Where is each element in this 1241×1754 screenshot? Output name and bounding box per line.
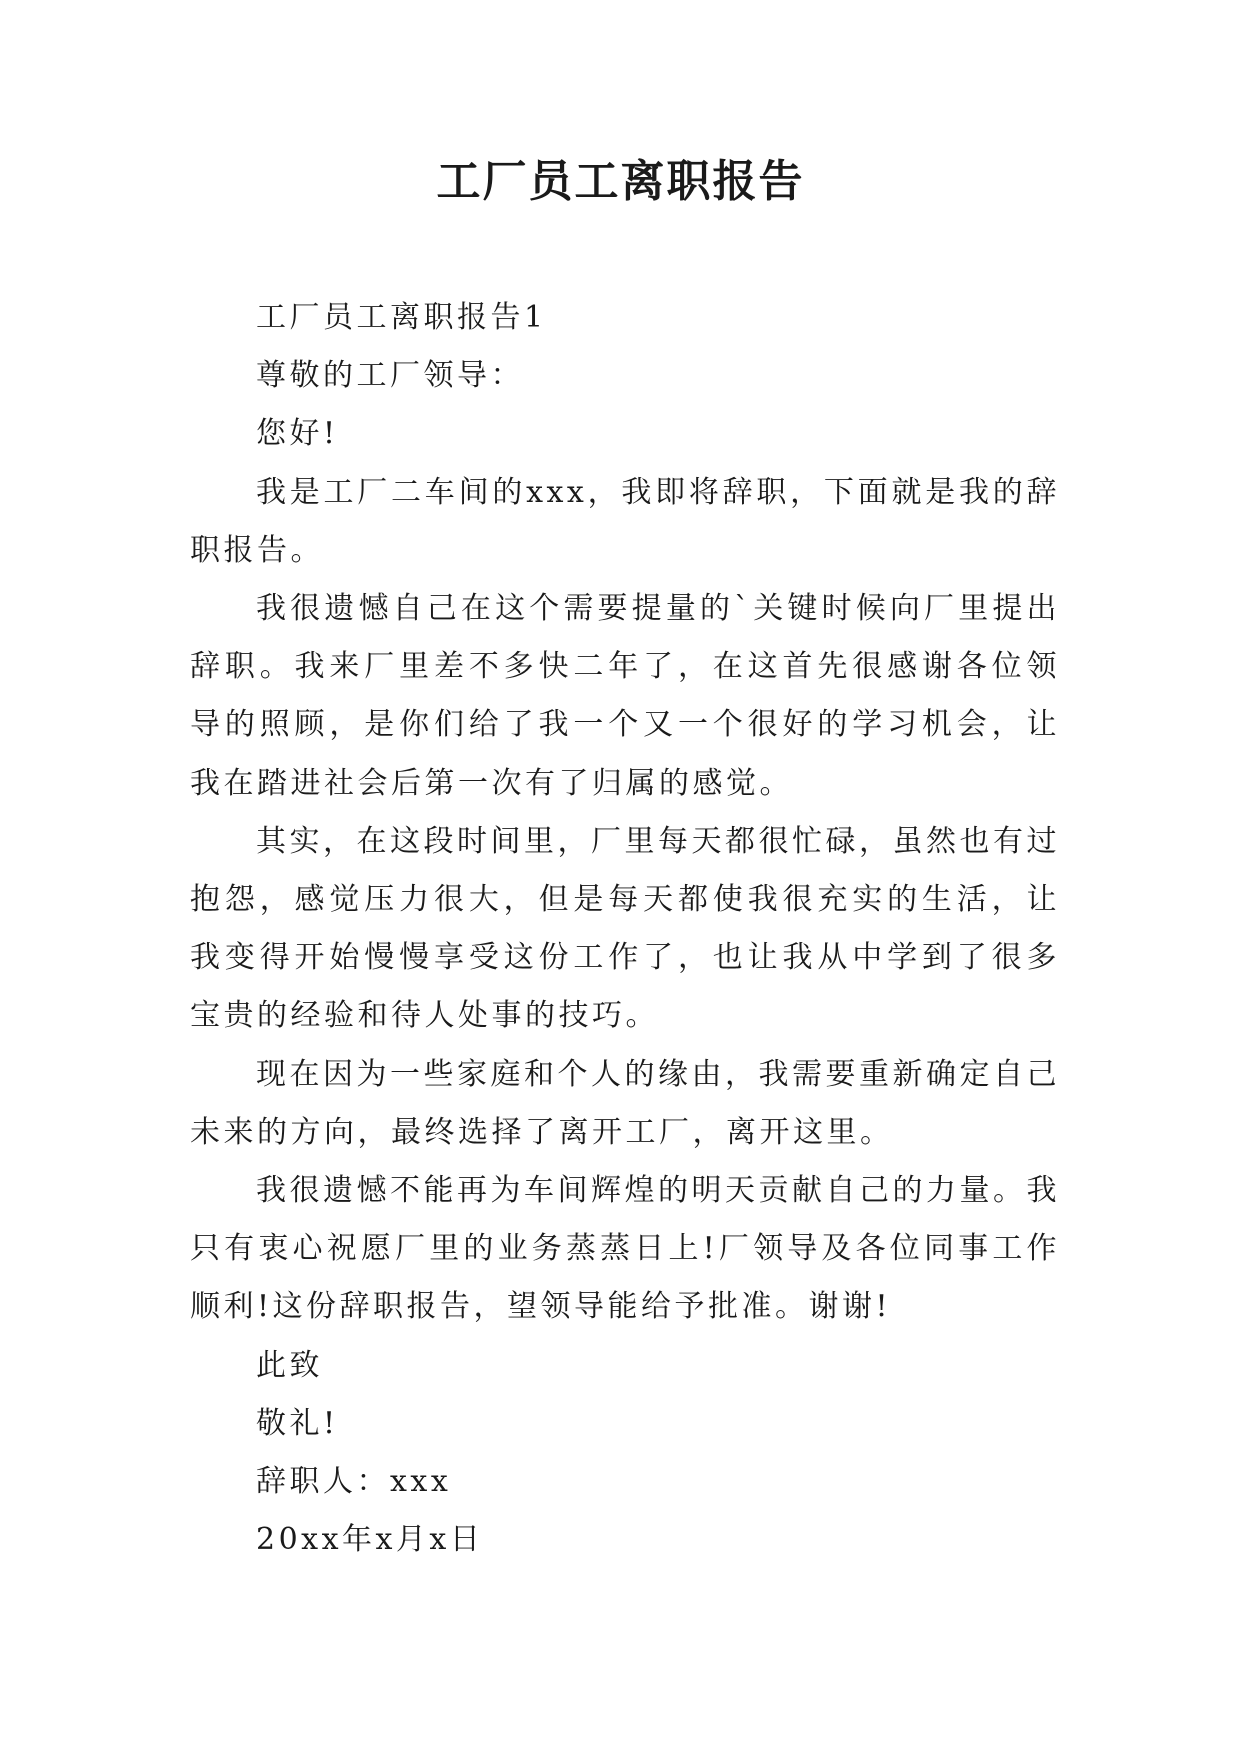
body-paragraph: 我是工厂二车间的xxx，我即将辞职，下面就是我的辞职报告。 (190, 474, 1060, 568)
body-paragraph: 其实，在这段时间里，厂里每天都很忙碌，虽然也有过抱怨，感觉压力很大，但是每天都使我很充实的生活，让我变得开始慢慢享受这份工作了，也让我从中学到了很多宝贵的经验和待人处事的技巧。 (190, 823, 1060, 1034)
date-line: 20xx年x月x日 (256, 1522, 484, 1558)
signature-line: 辞职人：xxx (256, 1464, 452, 1500)
document-body (190, 289, 1060, 1569)
greeting: 您好! (256, 416, 339, 452)
body-paragraph: 我很遗憾自己在这个需要提量的`关键时候向厂里提出辞职。我来厂里差不多快二年了，在这首先很感谢各位领导的照顾，是你们给了我一个又一个很好的学习机会，让我在踏进社会后第一次有了归属的感觉。 (190, 591, 1060, 801)
report-subtitle: 工厂员工离职报告1 (256, 300, 547, 335)
document-title: 工厂员工离职报告 (436, 156, 805, 207)
closing-salute: 敬礼! (256, 1405, 339, 1441)
salutation: 尊敬的工厂领导： (256, 358, 524, 394)
body-paragraph: 我很遗憾不能再为车间辉煌的明天贡献自己的力量。我只有衷心祝愿厂里的业务蒸蒸日上!厂领导及各位同事工作顺利!这份辞职报告，望领导能给予批准。谢谢! (190, 1173, 1060, 1325)
closing-line: 此致 (256, 1347, 323, 1383)
body-paragraph: 现在因为一些家庭和个人的缘由，我需要重新确定自己未来的方向，最终选择了离开工厂，离开这里。 (190, 1056, 1060, 1150)
